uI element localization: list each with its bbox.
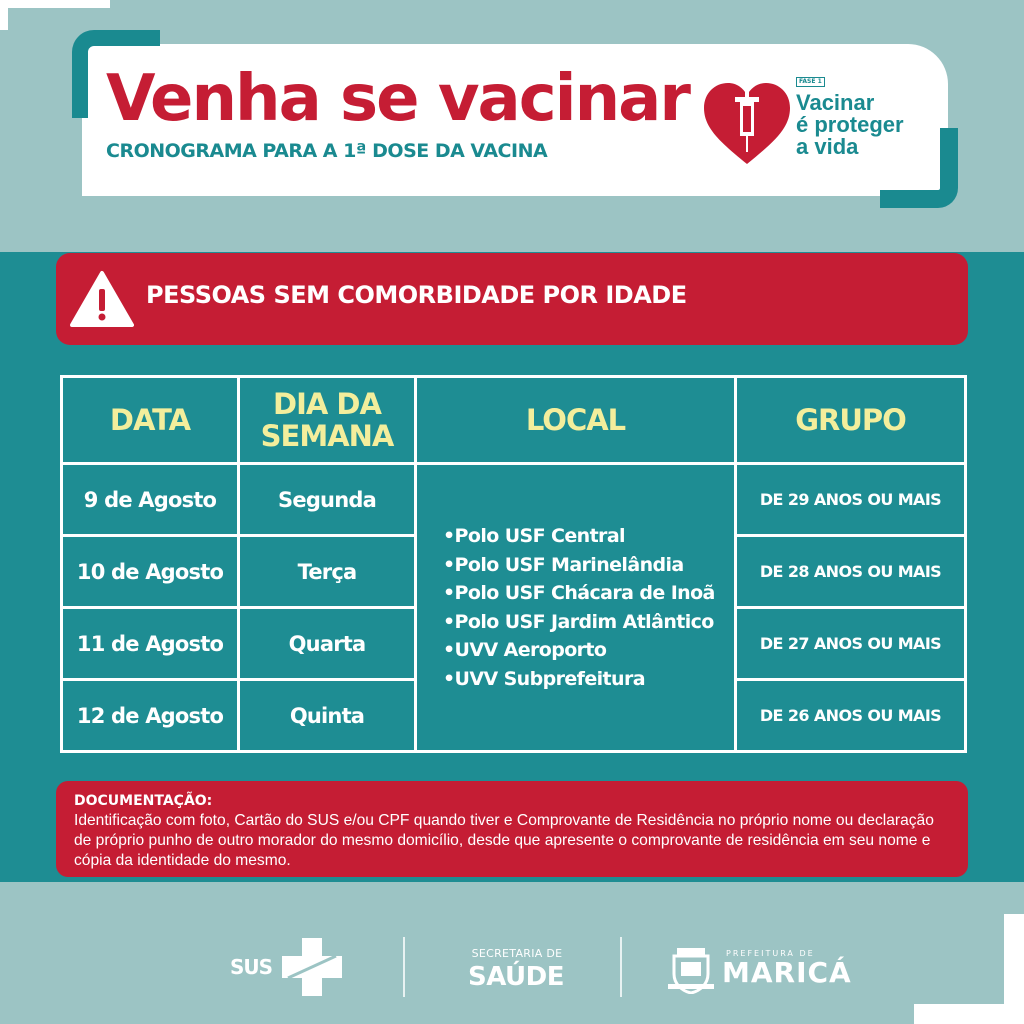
list-item: • UVV Subprefeitura (443, 665, 734, 694)
list-item: • Polo USF Chácara de Inoã (443, 579, 734, 608)
sus-logo-text: SUS (230, 955, 273, 979)
locations-cell (416, 464, 736, 752)
prefeitura-label-big: MARICÁ (722, 956, 852, 989)
date-cell: 9 de Agosto (62, 464, 239, 536)
slogan-line-2: é proteger (796, 112, 904, 137)
decorative-corner (0, 0, 8, 30)
date-cell: 12 de Agosto (62, 680, 239, 752)
table-row (62, 464, 966, 536)
list-item: • Polo USF Marinelândia (443, 551, 734, 580)
locations-list (417, 522, 734, 693)
date-cell: 10 de Agosto (62, 536, 239, 608)
secretaria-label-small: SECRETARIA DE (471, 947, 563, 960)
group-cell: DE 29 ANOS OU MAIS (736, 464, 966, 536)
list-item: • Polo USF Central (443, 522, 734, 551)
list-item: • UVV Aeroporto (443, 636, 734, 665)
header-local: LOCAL (416, 377, 736, 464)
secretaria-label-big: SAÚDE (467, 962, 564, 992)
header-data: DATA (62, 377, 239, 464)
prefeitura-label-small: PREFEITURA DE (726, 949, 815, 958)
documentation-text: Identificação com foto, Cartão do SUS e/ou CPF quando tiver e Comprovante de Residência no próprio nome ou declaração de próprio punho de outro morador do mesmo domicílio, desde que apresente o comprovante de residência em seu nome e cópia da identidade do mesmo. (74, 812, 934, 869)
page-subtitle: CRONOGRAMA PARA A 1ª DOSE DA VACINA (106, 140, 548, 162)
table-header-row (62, 377, 966, 464)
group-cell: DE 27 ANOS OU MAIS (736, 608, 966, 680)
footer-divider (403, 937, 405, 997)
page-title: Venha se vacinar (106, 62, 689, 136)
weekday-cell: Terça (239, 536, 416, 608)
documentation-title: DOCUMENTAÇÃO: (74, 793, 213, 809)
decorative-corner (914, 1004, 1024, 1024)
weekday-cell: Quarta (239, 608, 416, 680)
warning-icon (70, 270, 134, 328)
schedule-table (60, 375, 967, 753)
header-grupo: GRUPO (736, 377, 966, 464)
weekday-cell: Segunda (239, 464, 416, 536)
campaign-slogan (796, 92, 936, 158)
slogan-line-1: Vacinar (796, 90, 875, 115)
date-cell: 11 de Agosto (62, 608, 239, 680)
heart-syringe-icon (700, 80, 794, 166)
header-dia-da-semana: DIA DA SEMANA (239, 377, 416, 464)
weekday-cell: Quinta (239, 680, 416, 752)
alert-text: PESSOAS SEM COMORBIDADE POR IDADE (146, 281, 687, 309)
alert-banner (56, 253, 968, 345)
decorative-corner (0, 0, 110, 8)
slogan-line-3: a vida (796, 134, 859, 159)
group-cell: DE 28 ANOS OU MAIS (736, 536, 966, 608)
sus-cross-icon (282, 938, 342, 996)
group-cell: DE 26 ANOS OU MAIS (736, 680, 966, 752)
phase-badge: FASE 1 (796, 77, 825, 87)
city-crest-icon (668, 946, 714, 994)
footer-divider (620, 937, 622, 997)
list-item: • Polo USF Jardim Atlântico (443, 608, 734, 637)
documentation-box (56, 781, 968, 877)
